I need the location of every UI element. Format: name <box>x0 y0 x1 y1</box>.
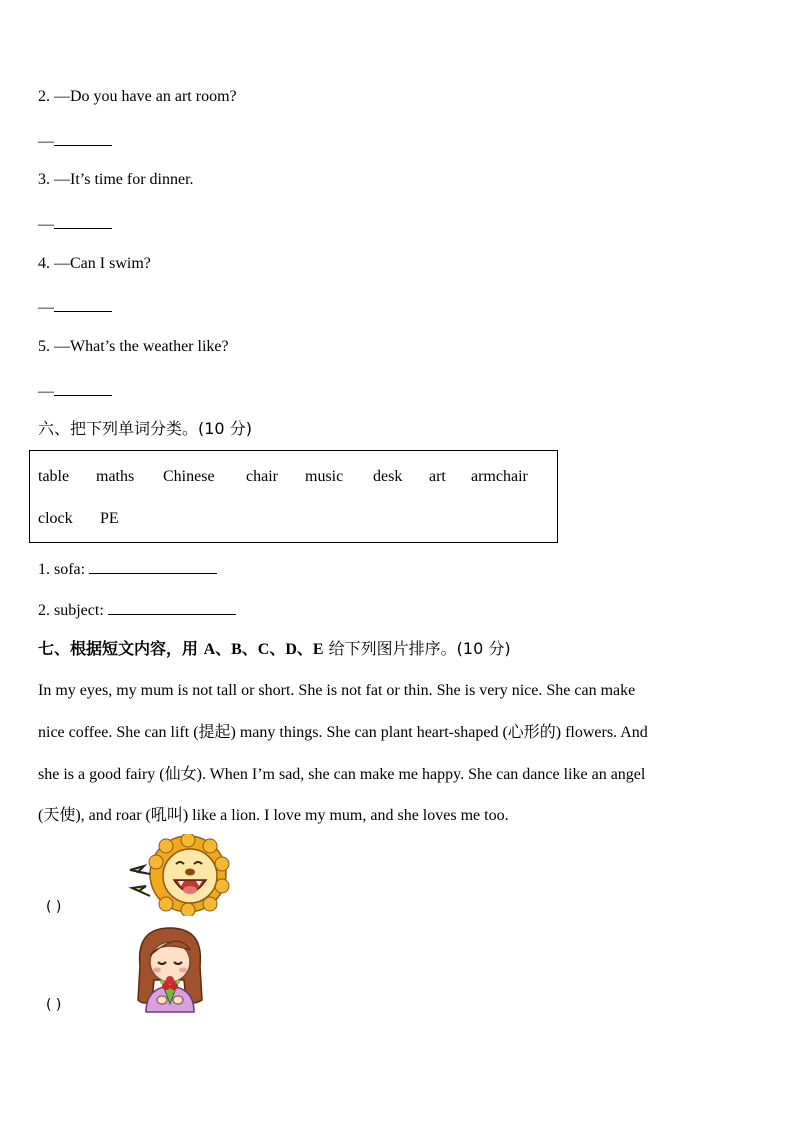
passage-line: she is a good fairy (仙女). When I’m sad, she can make me happy. She can dance like an angel <box>38 766 646 783</box>
word-item: art <box>429 468 446 485</box>
word-item: PE <box>100 510 119 527</box>
roaring-lion-icon <box>128 834 234 916</box>
answer-blank[interactable] <box>54 295 112 312</box>
word-bank-box <box>29 450 558 543</box>
answer-paren[interactable]: ( ) <box>46 997 62 1013</box>
dialog-3-question <box>38 170 194 190</box>
dialog-question: —Do you have an art room? <box>54 88 237 105</box>
word-item: table <box>38 468 70 485</box>
heading-suffix: 给下列图片排序。(10 分) <box>323 639 511 658</box>
dialog-question: —What’s the weather like? <box>54 338 229 355</box>
dialog-number: 2. <box>38 88 50 105</box>
dialog-5-answer <box>38 379 112 402</box>
answer-dash: — <box>38 383 54 400</box>
category-subject <box>38 598 236 621</box>
category-blank[interactable] <box>108 598 236 615</box>
answer-dash: — <box>38 133 54 150</box>
answer-blank[interactable] <box>54 379 112 396</box>
dialog-5-question <box>38 337 229 357</box>
word-item: music <box>305 468 344 485</box>
dialog-3-answer <box>38 212 112 235</box>
heading-letters: A、B、C、D、E <box>203 641 324 658</box>
passage-line: nice coffee. She can lift (提起) many things. She can plant heart-shaped (心形的) flowers. And <box>38 724 648 741</box>
category-label: 1. sofa: <box>38 561 86 578</box>
answer-blank[interactable] <box>54 212 112 229</box>
category-blank[interactable] <box>89 557 217 574</box>
passage-line: (天使), and roar (吼叫) like a lion. I love my mum, and she loves me too. <box>38 807 509 824</box>
answer-dash: — <box>38 299 54 316</box>
dialog-question: —Can I swim? <box>54 255 151 272</box>
section-7-heading <box>38 639 511 660</box>
answer-blank[interactable] <box>54 129 112 146</box>
word-item: clock <box>38 510 73 527</box>
dialog-number: 4. <box>38 255 50 272</box>
word-item: armchair <box>471 468 528 485</box>
dialog-4-question <box>38 254 151 274</box>
answer-paren[interactable]: ( ) <box>46 899 62 915</box>
answer-dash: — <box>38 216 54 233</box>
heading-prefix: 七、根据短文内容，用 <box>38 639 204 658</box>
dialog-2-question <box>38 87 237 107</box>
dialog-number: 3. <box>38 171 50 188</box>
girl-with-flowers-icon <box>132 926 206 1014</box>
word-item: maths <box>96 468 135 485</box>
word-item: chair <box>246 468 278 485</box>
passage-line: In my eyes, my mum is not tall or short. She is not fat or thin. She is very nice. She can make <box>38 682 636 699</box>
dialog-2-answer <box>38 129 112 152</box>
section-6-heading: 六、把下列单词分类。(10 分) <box>38 419 252 438</box>
category-label: 2. subject: <box>38 602 104 619</box>
category-sofa <box>38 557 217 580</box>
dialog-question: —It’s time for dinner. <box>54 171 194 188</box>
word-item: desk <box>373 468 403 485</box>
dialog-number: 5. <box>38 338 50 355</box>
word-item: Chinese <box>163 468 215 485</box>
dialog-4-answer <box>38 295 112 318</box>
